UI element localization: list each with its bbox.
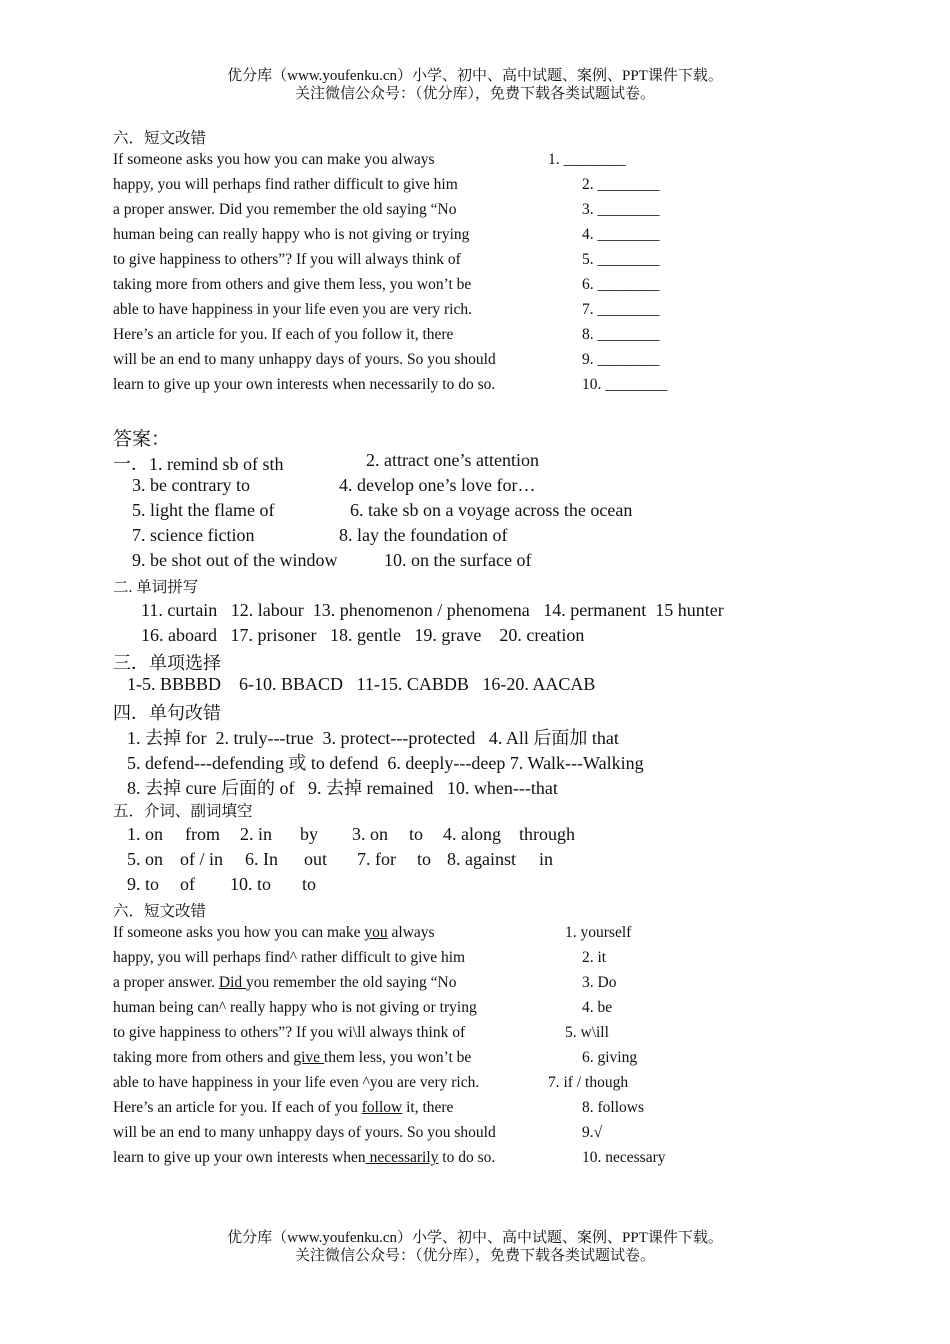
key: 8. follows: [582, 1099, 644, 1116]
blank: 1. ________: [548, 151, 626, 168]
error-mark: necessarily: [365, 1149, 439, 1166]
passage-line: a proper answer. Did you remember the old saying “No: [113, 201, 457, 218]
text: taking more from others and: [113, 1049, 294, 1066]
blank: 2. ________: [582, 176, 660, 193]
error-mark: give: [293, 1049, 324, 1066]
answer-item: out: [304, 849, 328, 869]
key: 3. Do: [582, 974, 617, 991]
key: 9.√: [582, 1124, 603, 1141]
answer-item: to: [409, 824, 424, 844]
part2-line: 11. curtain 12. labour 13. phenomenon / phenomena 14. permanent 15 hunter: [141, 600, 724, 620]
answer-item: of / in: [180, 849, 223, 869]
error-mark: Did: [218, 974, 246, 991]
error-mark: you: [364, 924, 388, 941]
answer-item: 4. along: [443, 824, 501, 844]
part6-title: 六．短文改错: [113, 903, 207, 920]
answer-item: 6. In: [245, 849, 278, 869]
passage-line: [113, 1099, 453, 1117]
blank: 7. ________: [582, 301, 660, 318]
part2-line: 16. aboard 17. prisoner 18. gentle 19. grave 20. creation: [141, 625, 585, 645]
text: you remember the old saying “No: [246, 974, 457, 991]
text: If someone asks you how you can make: [113, 924, 365, 941]
text: able to have happiness in your life even ^you are very rich.: [113, 1074, 480, 1091]
answer-item: in: [539, 849, 554, 869]
key: 4. be: [582, 999, 613, 1016]
answer-item: 3. on: [352, 824, 388, 844]
answer-item: 3. be contrary to: [132, 475, 250, 495]
blank: 6. ________: [582, 276, 660, 293]
header-line-2: 关注微信公众号：（优分库），免费下载各类试题试卷。: [294, 86, 655, 102]
footer-line-2: 关注微信公众号：（优分库），免费下载各类试题试卷。: [294, 1248, 655, 1264]
answer-item: from: [185, 824, 220, 844]
answer-item: 8. lay the foundation of: [339, 525, 508, 545]
passage-line: learn to give up your own interests when necessarily to do so.: [113, 376, 496, 393]
answer-item: 7. for: [357, 849, 396, 869]
answer-item: 1. on: [127, 824, 163, 844]
error-mark: follow: [361, 1099, 403, 1116]
text: to do so.: [438, 1149, 496, 1166]
section-title: 六．短文改错: [113, 130, 207, 147]
passage-line: taking more from others and give them less, you won’t be: [113, 276, 472, 293]
passage-line: [113, 1074, 479, 1092]
footer-line-1: 优分库（www.youfenku.cn）小学、初中、高中试题、案例、PPT课件下载。: [227, 1230, 723, 1246]
key: 5. w\ill: [565, 1024, 609, 1041]
passage-line: [113, 974, 456, 992]
answers-title: 答案：: [113, 429, 171, 450]
passage-line: human being can really happy who is not giving or trying: [113, 226, 470, 243]
part3-title: 三．单项选择: [113, 653, 221, 673]
blank: 9. ________: [582, 351, 660, 368]
passage-line: [113, 1024, 465, 1042]
blank: 5. ________: [582, 251, 660, 268]
answer-item: 9. be shot out of the window: [132, 550, 338, 570]
text: human being can^ really happy who is not giving or trying: [113, 999, 477, 1016]
passage-line: [113, 924, 435, 942]
answer-item: 8. against: [447, 849, 516, 869]
answer-item: 10. to: [230, 874, 272, 894]
blank: 8. ________: [582, 326, 660, 343]
answer-item: through: [519, 824, 575, 844]
text: Here’s an article for you. If each of you: [113, 1099, 362, 1116]
text: learn to give up your own interests when: [113, 1149, 366, 1166]
text: it, there: [402, 1099, 454, 1116]
blank: 4. ________: [582, 226, 660, 243]
answer-item: 5. light the flame of: [132, 500, 275, 520]
text: them less, you won’t be: [323, 1049, 472, 1066]
part4-line: 1. 去掉 for 2. truly---true 3. protect---protected 4. All 后面加 that: [127, 728, 619, 748]
key: 7. if / though: [548, 1074, 629, 1091]
key: 1. yourself: [565, 924, 632, 941]
answer-item: to: [302, 874, 317, 894]
answer-item: 6. take sb on a voyage across the ocean: [350, 500, 633, 520]
part5-title: 五．介词、副词填空: [113, 803, 253, 820]
passage-line: [113, 1049, 471, 1067]
key: 6. giving: [582, 1049, 638, 1066]
part4-title: 四．单句改错: [113, 703, 221, 723]
key: 10. necessary: [582, 1149, 666, 1166]
passage-line: [113, 999, 477, 1017]
part2-title: 二. 单词拼写: [113, 579, 199, 596]
text: always: [387, 924, 435, 941]
passage-line: happy, you will perhaps find rather difficult to give him: [113, 176, 458, 193]
text: a proper answer.: [113, 974, 219, 991]
answer-item: 10. on the surface of: [384, 550, 532, 570]
text: to give happiness to others”? If you wi\ll always think of: [113, 1024, 466, 1041]
part3-line: 1-5. BBBBD 6-10. BBACD 11-15. CABDB 16-20. AACAB: [127, 674, 596, 694]
answer-item: 9. to: [127, 874, 160, 894]
answer-item: 4. develop one’s love for…: [339, 475, 536, 495]
answer-item: 2. attract one’s attention: [366, 450, 539, 470]
passage-line: [113, 949, 465, 967]
answer-item: by: [300, 824, 318, 844]
passage-line: If someone asks you how you can make you always: [113, 151, 435, 168]
header-line-1: 优分库（www.youfenku.cn）小学、初中、高中试题、案例、PPT课件下载。: [227, 68, 723, 84]
text: happy, you will perhaps find^ rather difficult to give him: [113, 949, 466, 966]
blank: 10. ________: [582, 376, 668, 393]
answer-item: 2. in: [240, 824, 273, 844]
answer-item: 5. on: [127, 849, 163, 869]
passage-line: able to have happiness in your life even you are very rich.: [113, 301, 472, 318]
text: will be an end to many unhappy days of yours. So you should: [113, 1124, 496, 1141]
answer-item: 一．1. remind sb of sth: [113, 454, 284, 474]
blank: 3. ________: [582, 201, 660, 218]
passage-line: [113, 1149, 495, 1167]
key: 2. it: [582, 949, 607, 966]
passage-line: will be an end to many unhappy days of yours. So you should: [113, 351, 496, 368]
passage-line: [113, 1124, 496, 1142]
part4-line: 8. 去掉 cure 后面的 of 9. 去掉 remained 10. when---that: [127, 778, 558, 798]
part4-line: 5. defend---defending 或 to defend 6. deeply---deep 7. Walk---Walking: [127, 753, 644, 773]
answer-item: 7. science fiction: [132, 525, 255, 545]
answer-item: of: [180, 874, 195, 894]
passage-line: Here’s an article for you. If each of you follow it, there: [113, 326, 454, 343]
answer-item: to: [417, 849, 432, 869]
passage-line: to give happiness to others”? If you will always think of: [113, 251, 461, 268]
